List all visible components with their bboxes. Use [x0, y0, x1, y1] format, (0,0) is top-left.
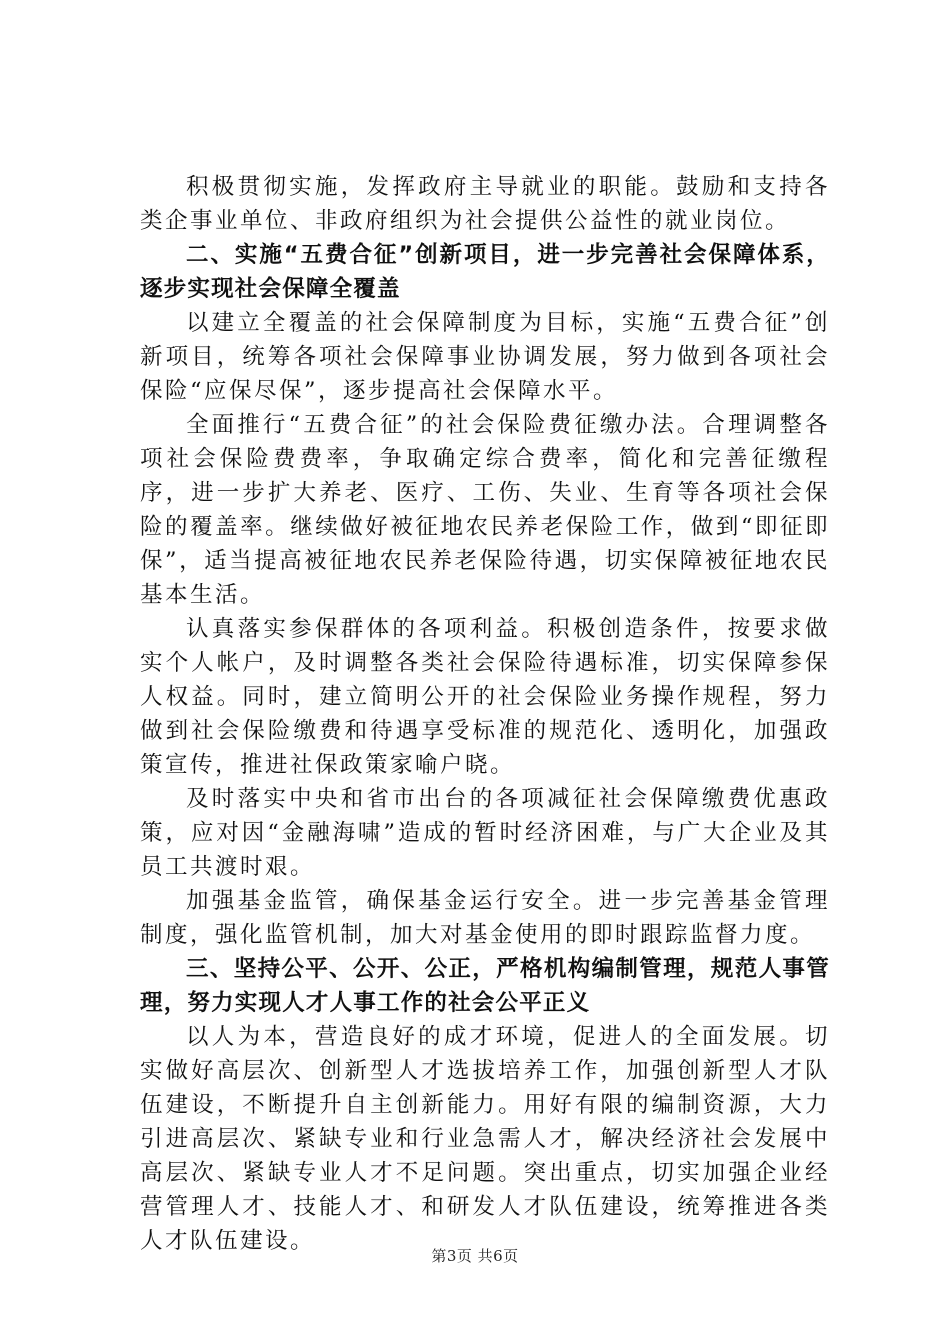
page-footer [0, 1245, 950, 1266]
paragraph: 及时落实中央和省市出台的各项减征社会保障缴费优惠政策，应对因“金融海啸”造成的暂时经济困难，与广大企业及其员工共渡时艰。 [140, 786, 830, 880]
document-body [140, 170, 830, 1258]
paragraph: 以人为本，营造良好的成才环境，促进人的全面发展。切实做好高层次、创新型人才选拔培养工作，加强创新型人才队伍建设，不断提升自主创新能力。用好有限的编制资源，大力引进高层次、紧缺专业和行业急需人才，解决经济社会发展中高层次、紧缺专业人才不足问题。突出重点，切实加强企业经营管理人才、技能人才、和研发人才队伍建设，统筹推进各类人才队伍建设。 [140, 1024, 830, 1254]
paragraph: 加强基金监管，确保基金运行安全。进一步完善基金管理制度，强化监管机制，加大对基金使用的即时跟踪监督力度。 [140, 888, 830, 948]
paragraph: 以建立全覆盖的社会保障制度为目标，实施“五费合征”创新项目，统筹各项社会保障事业协调发展，努力做到各项社会保险“应保尽保”，逐步提高社会保障水平。 [140, 310, 830, 404]
section-heading: 三、坚持公平、公开、公正，严格机构编制管理，规范人事管理，努力实现人才人事工作的社会公平正义 [140, 956, 830, 1016]
page-number: 第3页 共6页 [431, 1247, 519, 1265]
paragraph: 认真落实参保群体的各项利益。积极创造条件，按要求做实个人帐户，及时调整各类社会保险待遇标准，切实保障参保人权益。同时，建立简明公开的社会保险业务操作规程，努力做到社会保险缴费和待遇享受标准的规范化、透明化，加强政策宣传，推进社保政策家喻户晓。 [140, 616, 830, 778]
section-heading: 二、实施“五费合征”创新项目，进一步完善社会保障体系，逐步实现社会保障全覆盖 [140, 242, 830, 302]
paragraph: 全面推行“五费合征”的社会保险费征缴办法。合理调整各项社会保险费费率，争取确定综合费率，简化和完善征缴程序，进一步扩大养老、医疗、工伤、失业、生育等各项社会保险的覆盖率。继续做好被征地农民养老保险工作，做到“即征即保”，适当提高被征地农民养老保险待遇，切实保障被征地农民基本生活。 [140, 412, 830, 608]
paragraph: 积极贯彻实施，发挥政府主导就业的职能。鼓励和支持各类企事业单位、非政府组织为社会提供公益性的就业岗位。 [140, 174, 830, 234]
